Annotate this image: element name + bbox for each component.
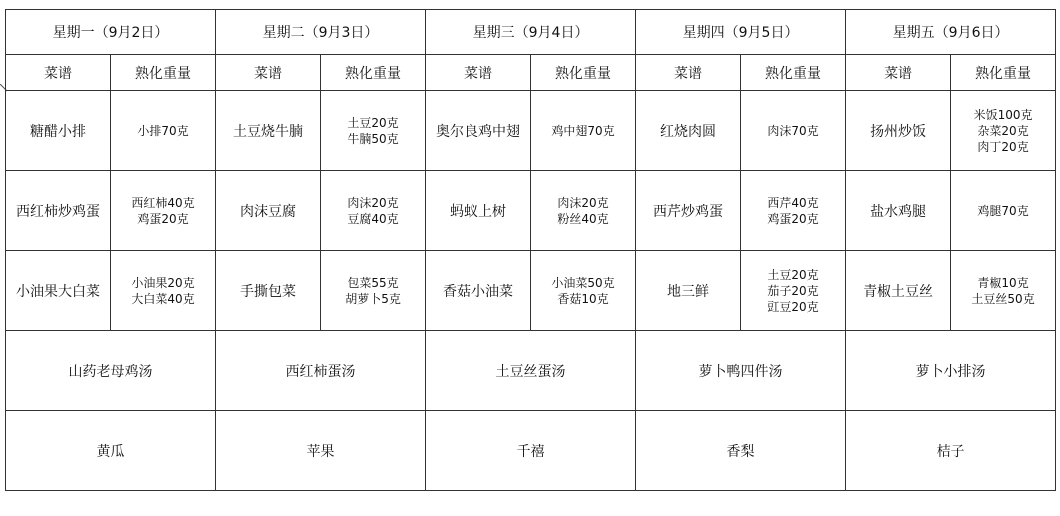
soup-row — [6, 331, 1056, 411]
dish-cell: 西红柿炒鸡蛋 — [6, 171, 111, 251]
dish-cell: 土豆烧牛腩 — [216, 91, 321, 171]
weight-line: 土豆20克 — [347, 115, 399, 130]
dish-column-header: 菜谱 — [846, 55, 951, 91]
day-header-wed: 星期三（9月4日） — [426, 10, 636, 55]
dish-cell: 红烧肉圆 — [636, 91, 741, 171]
weight-cell — [531, 251, 636, 331]
weight-cell — [321, 171, 426, 251]
weight-line: 青椒10克 — [977, 275, 1029, 290]
dish-row — [6, 171, 1056, 251]
weight-line: 土豆丝50克 — [971, 291, 1035, 306]
dish-cell: 扬州炒饭 — [846, 91, 951, 171]
dish-cell: 蚂蚁上树 — [426, 171, 531, 251]
weight-cell — [111, 91, 216, 171]
weight-line: 鸡腿70克 — [977, 203, 1029, 218]
weight-cell — [531, 91, 636, 171]
dish-cell: 手撕包菜 — [216, 251, 321, 331]
soup-cell: 山药老母鸡汤 — [6, 331, 216, 411]
weight-line: 粉丝40克 — [557, 211, 609, 226]
weight-line: 小油菜50克 — [551, 275, 615, 290]
weight-cell — [111, 251, 216, 331]
weight-cell — [741, 91, 846, 171]
soup-cell: 萝卜鸭四件汤 — [636, 331, 846, 411]
fruit-cell: 千禧 — [426, 411, 636, 491]
weight-column-header: 熟化重量 — [951, 55, 1056, 91]
column-header-row — [6, 55, 1056, 91]
weight-cell — [951, 251, 1056, 331]
weight-column-header: 熟化重量 — [321, 55, 426, 91]
dish-column-header: 菜谱 — [6, 55, 111, 91]
fruit-cell: 香梨 — [636, 411, 846, 491]
dish-cell: 香菇小油菜 — [426, 251, 531, 331]
weight-line: 肉丁20克 — [977, 139, 1029, 154]
weight-line: 杂菜20克 — [977, 123, 1029, 138]
fruit-cell: 苹果 — [216, 411, 426, 491]
weight-cell — [531, 171, 636, 251]
weight-line: 西芹40克 — [767, 195, 819, 210]
weight-line: 鸡蛋20克 — [137, 211, 189, 226]
weight-line: 肉沫70克 — [767, 123, 819, 138]
dish-cell: 肉沫豆腐 — [216, 171, 321, 251]
weight-line: 豆腐40克 — [347, 211, 399, 226]
fruit-cell: 桔子 — [846, 411, 1056, 491]
weight-line: 鸡中翅70克 — [551, 123, 615, 138]
fruit-cell: 黄瓜 — [6, 411, 216, 491]
dish-column-header: 菜谱 — [216, 55, 321, 91]
weight-line: 豇豆20克 — [767, 299, 819, 314]
dish-column-header: 菜谱 — [426, 55, 531, 91]
weight-column-header: 熟化重量 — [111, 55, 216, 91]
soup-cell: 西红柿蛋汤 — [216, 331, 426, 411]
day-header-thu: 星期四（9月5日） — [636, 10, 846, 55]
weight-line: 肉沫20克 — [557, 195, 609, 210]
weight-cell — [741, 171, 846, 251]
soup-cell: 萝卜小排汤 — [846, 331, 1056, 411]
weight-line: 香菇10克 — [557, 291, 609, 306]
weight-cell — [741, 251, 846, 331]
weight-line: 土豆20克 — [767, 267, 819, 282]
weight-cell — [321, 251, 426, 331]
dish-cell: 糖醋小排 — [6, 91, 111, 171]
dish-cell: 奥尔良鸡中翅 — [426, 91, 531, 171]
weight-line: 大白菜40克 — [131, 291, 195, 306]
weight-cell — [951, 171, 1056, 251]
weight-line: 小排70克 — [137, 123, 189, 138]
weekly-menu-table — [5, 9, 1056, 491]
weight-line: 茄子20克 — [767, 283, 819, 298]
weight-line: 胡萝卜5克 — [345, 291, 401, 306]
weight-line: 小油果20克 — [131, 275, 195, 290]
dish-column-header: 菜谱 — [636, 55, 741, 91]
dish-row — [6, 91, 1056, 171]
weight-cell — [111, 171, 216, 251]
weight-line: 鸡蛋20克 — [767, 211, 819, 226]
day-header-mon: 星期一（9月2日） — [6, 10, 216, 55]
weight-line: 牛腩50克 — [347, 131, 399, 146]
fruit-row — [6, 411, 1056, 491]
weight-column-header: 熟化重量 — [741, 55, 846, 91]
weight-cell — [321, 91, 426, 171]
weight-line: 西红柿40克 — [131, 195, 195, 210]
weight-column-header: 熟化重量 — [531, 55, 636, 91]
dish-cell: 盐水鸡腿 — [846, 171, 951, 251]
day-header-fri: 星期五（9月6日） — [846, 10, 1056, 55]
day-header-tue: 星期二（9月3日） — [216, 10, 426, 55]
soup-cell: 土豆丝蛋汤 — [426, 331, 636, 411]
dish-row — [6, 251, 1056, 331]
weight-line: 包菜55克 — [347, 275, 399, 290]
weight-line: 肉沫20克 — [347, 195, 399, 210]
dish-cell: 小油果大白菜 — [6, 251, 111, 331]
dish-cell: 西芹炒鸡蛋 — [636, 171, 741, 251]
weight-line: 米饭100克 — [973, 107, 1033, 122]
dish-cell: 青椒土豆丝 — [846, 251, 951, 331]
dish-cell: 地三鲜 — [636, 251, 741, 331]
weight-cell — [951, 91, 1056, 171]
day-header-row — [6, 10, 1056, 55]
